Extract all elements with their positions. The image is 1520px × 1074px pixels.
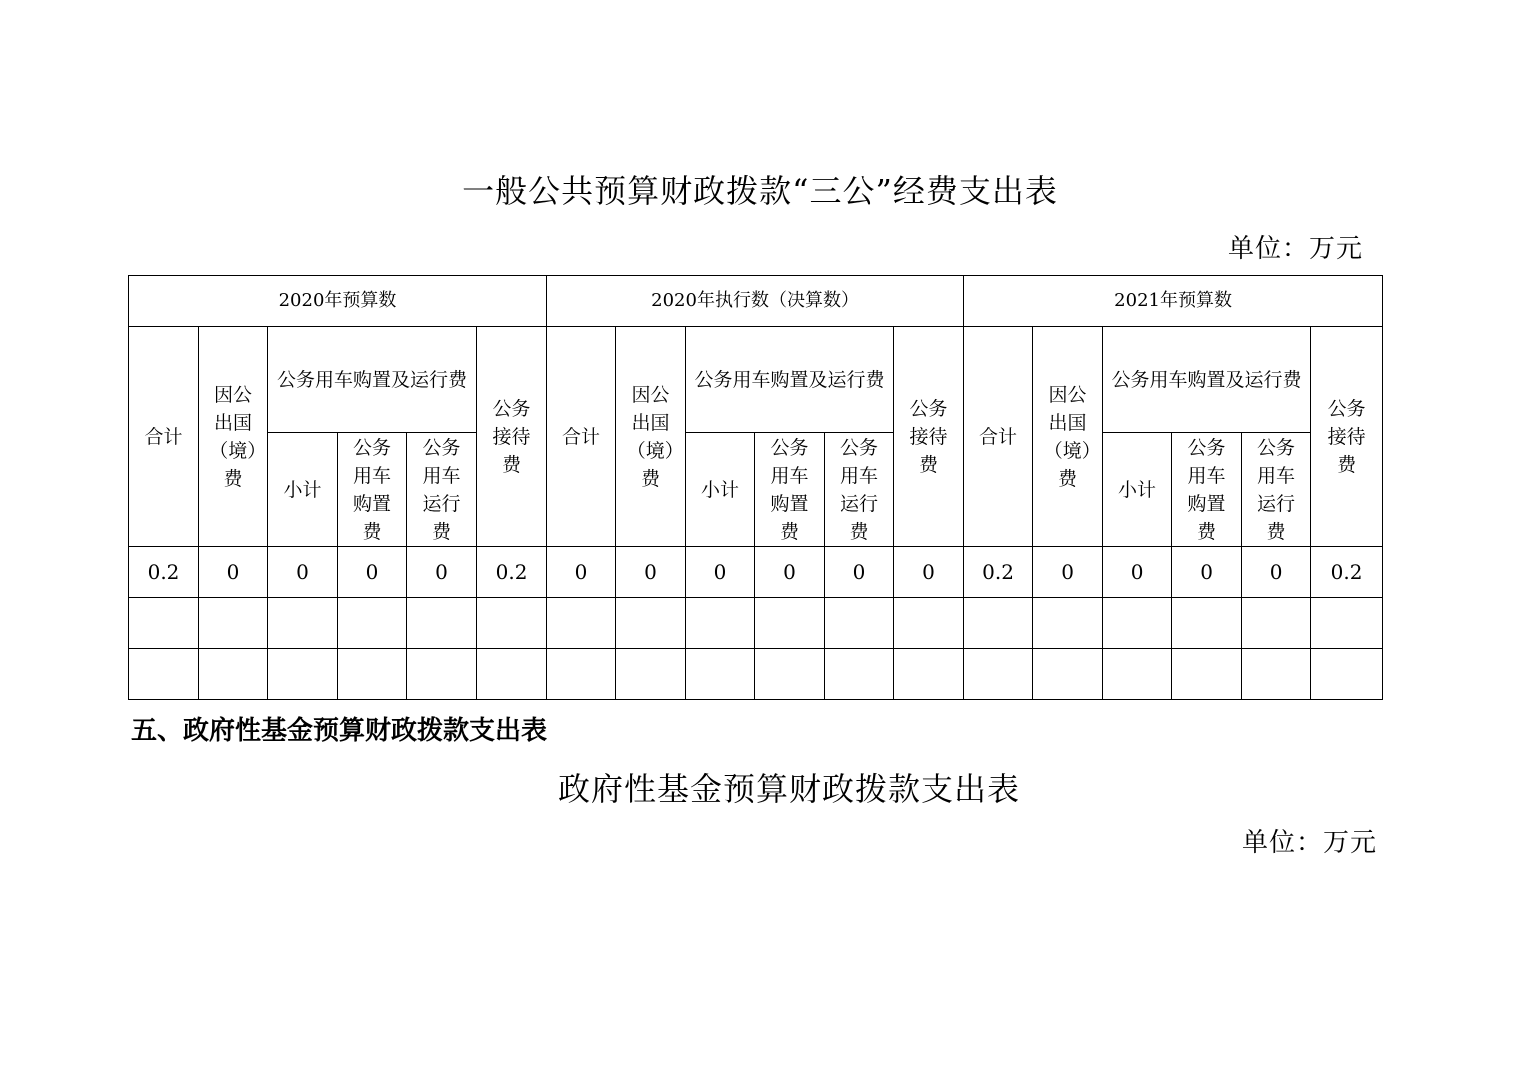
table-cell	[755, 649, 825, 700]
table-cell	[338, 649, 407, 700]
header-total: 合计	[964, 327, 1033, 547]
table-cell	[199, 649, 268, 700]
table-cell	[964, 649, 1033, 700]
table-cell: 0	[616, 547, 686, 598]
table-cell	[964, 598, 1033, 649]
table-cell	[407, 649, 477, 700]
table-row	[129, 598, 1383, 649]
table-cell	[129, 649, 199, 700]
table-cell	[547, 649, 616, 700]
table-cell: 0	[547, 547, 616, 598]
table-cell	[686, 649, 755, 700]
header-reception: 公务接待费	[894, 327, 964, 547]
table-cell: 0	[1103, 547, 1172, 598]
table-cell	[1172, 598, 1242, 649]
header-car-group: 公务用车购置及运行费	[1103, 327, 1311, 433]
table-cell	[894, 649, 964, 700]
table-row	[129, 547, 1383, 598]
table-cell: 0	[338, 547, 407, 598]
table-cell	[1311, 598, 1383, 649]
group-header-2021-budget: 2021年预算数	[964, 276, 1383, 327]
table-cell	[1242, 649, 1311, 700]
table-cell	[1103, 598, 1172, 649]
header-total: 合计	[547, 327, 616, 547]
table-cell: 0	[268, 547, 338, 598]
table-cell	[755, 598, 825, 649]
header-reception: 公务接待费	[477, 327, 547, 547]
header-car-group: 公务用车购置及运行费	[268, 327, 477, 433]
table-title: 一般公共预算财政拨款“三公”经费支出表	[462, 172, 1058, 210]
header-abroad: 因公出国（境）费	[199, 327, 268, 547]
table-cell	[1033, 649, 1103, 700]
header-car-subtotal: 小计	[1103, 433, 1172, 547]
header-abroad: 因公出国（境）费	[616, 327, 686, 547]
table-cell	[477, 598, 547, 649]
table-cell: 0	[686, 547, 755, 598]
table-cell: 0	[1033, 547, 1103, 598]
table-cell	[825, 649, 894, 700]
table-cell	[894, 598, 964, 649]
table-cell: 0	[199, 547, 268, 598]
table-cell	[616, 598, 686, 649]
table-row	[129, 649, 1383, 700]
table-cell: 0.2	[1311, 547, 1383, 598]
table-cell: 0.2	[477, 547, 547, 598]
table-cell	[129, 598, 199, 649]
table-cell	[268, 649, 338, 700]
table-cell: 0	[1172, 547, 1242, 598]
table-cell	[547, 598, 616, 649]
header-reception: 公务接待费	[1311, 327, 1383, 547]
header-car-purchase: 公务用车购置费	[755, 433, 825, 547]
table-cell: 0	[1242, 547, 1311, 598]
table-cell	[477, 649, 547, 700]
table-cell: 0	[825, 547, 894, 598]
header-car-operation: 公务用车运行费	[1242, 433, 1311, 547]
table-cell	[616, 649, 686, 700]
three-public-expenses-table	[128, 275, 1383, 700]
table-title-2: 政府性基金预算财政拨款支出表	[557, 770, 1020, 808]
table-cell	[1103, 649, 1172, 700]
header-abroad: 因公出国（境）费	[1033, 327, 1103, 547]
table-cell: 0.2	[129, 547, 199, 598]
table-cell	[407, 598, 477, 649]
header-car-operation: 公务用车运行费	[825, 433, 894, 547]
header-car-group: 公务用车购置及运行费	[686, 327, 894, 433]
header-car-operation: 公务用车运行费	[407, 433, 477, 547]
header-car-subtotal: 小计	[268, 433, 338, 547]
table-cell	[1172, 649, 1242, 700]
table-cell: 0	[894, 547, 964, 598]
header-total: 合计	[129, 327, 199, 547]
table-cell	[686, 598, 755, 649]
table-cell	[825, 598, 894, 649]
unit-label-2: 单位：万元	[1242, 828, 1378, 858]
table-cell	[1033, 598, 1103, 649]
table-cell	[268, 598, 338, 649]
table-cell	[338, 598, 407, 649]
header-car-purchase: 公务用车购置费	[1172, 433, 1242, 547]
section-heading: 五、政府性基金预算财政拨款支出表	[131, 716, 548, 746]
table-cell: 0	[407, 547, 477, 598]
group-header-2020-budget: 2020年预算数	[129, 276, 547, 327]
group-header-2020-actual: 2020年执行数（决算数）	[547, 276, 964, 327]
unit-label: 单位：万元	[1228, 234, 1364, 264]
table-cell	[199, 598, 268, 649]
header-car-purchase: 公务用车购置费	[338, 433, 407, 547]
table-cell: 0.2	[964, 547, 1033, 598]
header-car-subtotal: 小计	[686, 433, 755, 547]
table-cell	[1311, 649, 1383, 700]
table-cell: 0	[755, 547, 825, 598]
table-cell	[1242, 598, 1311, 649]
